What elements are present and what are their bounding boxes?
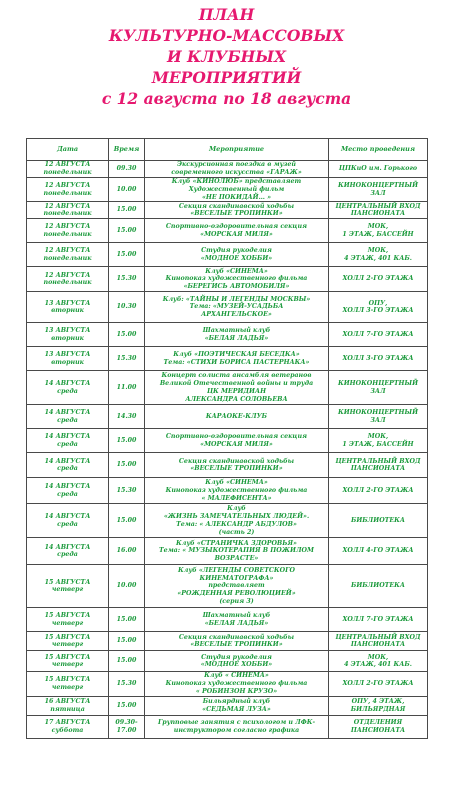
date-cell-line: понедельник: [43, 189, 92, 197]
date-cell-line: среда: [57, 387, 78, 395]
place-cell: [329, 672, 428, 696]
event-cell: [145, 672, 329, 696]
date-cell-line: четверг: [51, 684, 84, 692]
time-cell: 15.00: [109, 429, 145, 453]
date-cell: [27, 672, 109, 696]
place-cell-line: ХОЛЛ 2-ГО ЭТАЖА: [342, 486, 414, 494]
event-cell: [145, 696, 329, 715]
date-cell: [27, 538, 109, 565]
table-row: [27, 267, 428, 292]
table-row: [27, 347, 428, 371]
event-cell: [145, 478, 329, 504]
event-cell: [145, 267, 329, 292]
time-cell: 15.00: [109, 219, 145, 243]
event-cell: [145, 429, 329, 453]
place-cell: [329, 632, 428, 651]
column-header-event: Мероприятие: [145, 139, 329, 161]
date-cell-line: 12 АВГУСТА: [44, 247, 91, 255]
date-cell-line: понедельник: [43, 169, 92, 176]
event-cell-line: Кинопоказ художественного фильма: [165, 486, 308, 494]
title-line: ПЛАН: [198, 5, 255, 24]
table-row: [27, 371, 428, 405]
title-line: МЕРОПРИЯТИЙ: [151, 68, 302, 87]
event-cell-line: Художественный фильм: [188, 185, 285, 193]
date-cell: [27, 161, 109, 178]
place-cell-line: МОК,: [367, 653, 389, 661]
table-row: [27, 202, 428, 219]
event-cell-line: Групповые занятия с психологом и ЛФК-: [157, 718, 316, 726]
event-cell: [145, 347, 329, 371]
date-cell-line: 12 АВГУСТА: [44, 181, 91, 189]
event-cell-line: Шахматный клуб: [202, 327, 271, 335]
place-cell-line: ЗАЛ: [370, 387, 386, 395]
place-cell-line: ОПУ,: [368, 299, 388, 307]
event-cell: [145, 453, 329, 478]
date-cell-line: 14 АВГУСТА: [44, 380, 91, 388]
event-cell-line: Клуб: «ТАЙНЫ И ЛЕГЕНДЫ МОСКВЫ»: [162, 295, 311, 303]
event-cell-line: Секция скандинавской ходьбы: [178, 457, 295, 465]
event-cell-line: (часть 2): [218, 528, 255, 536]
place-cell-line: ОТДЕЛЕНИЯ: [353, 718, 403, 726]
event-cell-line: Великой Отечественной войны и труда: [159, 380, 314, 388]
place-cell: [329, 371, 428, 405]
date-cell-line: 14 АВГУСТА: [44, 513, 91, 521]
event-cell-line: Студия рукоделия: [201, 653, 272, 661]
time-cell: 15.30: [109, 267, 145, 292]
place-cell-line: ОПУ, 4 ЭТАЖ,: [351, 697, 405, 705]
place-cell-line: ПАНСИОНАТА: [350, 210, 406, 218]
place-cell-line: ЗАЛ: [370, 416, 386, 424]
date-cell-line: 13 АВГУСТА: [44, 327, 91, 335]
table-row: [27, 161, 428, 178]
time-cell: 15.30: [109, 478, 145, 504]
event-cell: [145, 292, 329, 323]
event-cell: [145, 504, 329, 538]
time-cell: 15.00: [109, 696, 145, 715]
time-cell: 10.00: [109, 565, 145, 608]
time-cell: [109, 715, 145, 738]
place-cell: [329, 405, 428, 429]
place-cell-line: 1 ЭТАЖ, БАССЕЙН: [342, 440, 414, 448]
date-cell-line: понедельник: [43, 254, 92, 262]
table-row: [27, 243, 428, 267]
event-cell-line: АЛЕКСАНДРА СОЛОВЬЕВА: [185, 395, 288, 403]
event-cell-line: « МАЛЕФИСЕНТА»: [201, 494, 272, 502]
event-cell-line: « РОБИНЗОН КРУЗО»: [195, 687, 278, 695]
event-cell-line: Спортивно-оздоровительная секция: [165, 433, 308, 441]
place-cell: [329, 292, 428, 323]
event-cell-line: Клуб «КИНОЛЮБ» представляет: [171, 178, 302, 185]
event-cell: [145, 202, 329, 219]
date-cell-line: 14 АВГУСТА: [44, 543, 91, 551]
place-cell-line: БИБЛИОТЕКА: [350, 516, 406, 524]
place-cell: [329, 696, 428, 715]
table-row: [27, 405, 428, 429]
time-cell: 15.30: [109, 347, 145, 371]
title-line: И КЛУБНЫХ: [167, 47, 286, 66]
time-cell: 15.00: [109, 453, 145, 478]
date-cell-line: 14 АВГУСТА: [44, 457, 91, 465]
table-row: [27, 696, 428, 715]
place-cell-line: ХОЛЛ 7-ГО ЭТАЖА: [342, 615, 414, 623]
date-cell: [27, 651, 109, 672]
event-cell-line: Бильярдный клуб: [202, 697, 271, 705]
date-cell: [27, 267, 109, 292]
time-cell: 15.30: [109, 672, 145, 696]
place-cell: [329, 323, 428, 347]
time-cell: 15.00: [109, 202, 145, 219]
event-cell-line: «МОДНОЕ ХОББИ»: [200, 254, 273, 262]
page-title: [0, 4, 453, 109]
date-cell-line: понедельник: [43, 230, 92, 238]
title-line: КУЛЬТУРНО-МАССОВЫХ: [108, 26, 345, 45]
place-cell: [329, 429, 428, 453]
table-row: [27, 178, 428, 202]
date-cell-line: вторник: [51, 358, 84, 366]
event-cell-line: Секция скандинавской ходьбы: [178, 633, 295, 641]
time-cell-line: 17.00: [116, 726, 137, 734]
table-row: [27, 453, 428, 478]
event-cell-line: Концерт солиста ансамбля ветеранов: [161, 372, 312, 380]
date-cell: [27, 608, 109, 632]
date-cell-line: 17 АВГУСТА: [44, 718, 91, 726]
table-row: [27, 715, 428, 738]
date-cell-line: 14 АВГУСТА: [44, 483, 91, 491]
date-cell-line: четверг: [51, 661, 84, 669]
event-cell-line: современного искусства «ГАРАЖ»: [171, 169, 302, 176]
date-cell-line: 13 АВГУСТА: [44, 299, 91, 307]
schedule-table: [26, 138, 428, 739]
event-cell: [145, 243, 329, 267]
event-cell-line: «МОРСКАЯ МИЛЯ»: [200, 230, 273, 238]
event-cell-line: Тема: « МУЗЫКОТЕРАПИЯ В ПОЖИЛОМ: [159, 547, 314, 555]
place-cell: [329, 651, 428, 672]
date-cell-line: вторник: [51, 334, 84, 342]
date-cell: [27, 405, 109, 429]
date-cell-line: среда: [57, 490, 78, 498]
date-cell-line: 13 АВГУСТА: [44, 351, 91, 359]
place-cell-line: КИНОКОНЦЕРТНЫЙ: [337, 181, 419, 189]
event-cell-line: Шахматный клуб: [202, 612, 271, 620]
date-cell-line: 14 АВГУСТА: [44, 409, 91, 417]
event-cell-line: Кинопоказ художественного фильма: [165, 275, 308, 283]
table-row: [27, 608, 428, 632]
time-cell: 15.00: [109, 608, 145, 632]
time-cell: 16.00: [109, 538, 145, 565]
place-cell: [329, 504, 428, 538]
date-cell-line: 16 АВГУСТА: [44, 697, 91, 705]
table-row: [27, 504, 428, 538]
event-cell-line: КАРАОКЕ-КЛУБ: [205, 412, 268, 420]
event-cell-line: «БЕЛАЯ ЛАДЬЯ»: [204, 619, 269, 627]
place-cell: [329, 267, 428, 292]
date-cell: [27, 347, 109, 371]
date-cell: [27, 429, 109, 453]
date-cell-line: четверг: [51, 586, 84, 594]
event-cell-line: (серия 3): [219, 598, 254, 606]
place-cell-line: ХОЛЛ 3-ГО ЭТАЖА: [342, 307, 414, 315]
table-row: [27, 219, 428, 243]
event-cell: [145, 538, 329, 565]
time-cell: 15.00: [109, 323, 145, 347]
event-cell-line: «РОЖДЕННАЯ РЕВОЛЮЦИЕЙ»: [177, 590, 296, 598]
table-row: [27, 651, 428, 672]
date-cell-line: 15 АВГУСТА: [44, 578, 91, 586]
place-cell: [329, 608, 428, 632]
table-row: [27, 565, 428, 608]
place-cell-line: 4 ЭТАЖ, 401 КАБ.: [344, 254, 412, 262]
date-cell-line: четверг: [51, 619, 84, 627]
place-cell: [329, 347, 428, 371]
time-cell: 10.30: [109, 292, 145, 323]
date-cell: [27, 202, 109, 219]
place-cell: [329, 178, 428, 202]
event-cell-line: АРХАНГЕЛЬСКОЕ»: [201, 311, 272, 319]
place-cell-line: МОК,: [367, 223, 389, 231]
date-cell: [27, 292, 109, 323]
place-cell-line: ХОЛЛ 2-ГО ЭТАЖА: [342, 680, 414, 688]
date-cell-line: вторник: [51, 307, 84, 315]
date-cell-line: 15 АВГУСТА: [44, 612, 91, 620]
event-cell: [145, 608, 329, 632]
place-cell-line: КИНОКОНЦЕРТНЫЙ: [337, 380, 419, 388]
event-cell-line: «НЕ ПОКИДАЙ… »: [201, 193, 272, 201]
place-cell: [329, 243, 428, 267]
table-row: [27, 538, 428, 565]
place-cell: [329, 478, 428, 504]
date-cell-line: четверг: [51, 641, 84, 649]
place-cell-line: ЦПКиО им. Горького: [338, 165, 418, 173]
event-cell-line: «ЖИЗНЬ ЗАМЕЧАТЕЛЬНЫХ ЛЮДЕЙ».: [163, 513, 310, 521]
event-cell-line: «ВЕСЕЛЫЕ ТРОПИНКИ»: [190, 465, 283, 473]
table-row: [27, 323, 428, 347]
title-line: с 12 августа по 18 августа: [101, 89, 352, 108]
table-row: [27, 429, 428, 453]
place-cell-line: ЗАЛ: [370, 189, 386, 197]
date-cell-line: 12 АВГУСТА: [44, 161, 91, 169]
time-cell: 09.30: [109, 161, 145, 178]
date-cell-line: суббота: [51, 726, 84, 734]
date-cell: [27, 478, 109, 504]
event-cell-line: Клуб «СТРАНИЧКА ЗДОРОВЬЯ»: [176, 539, 297, 547]
event-cell: [145, 219, 329, 243]
date-cell-line: среда: [57, 520, 78, 528]
event-cell-line: инструктором согласно графика: [173, 726, 300, 734]
date-cell: [27, 565, 109, 608]
place-cell-line: МОК,: [367, 247, 389, 255]
event-cell-line: Клуб «ЛЕГЕНДЫ СОВЕТСКОГО: [178, 566, 295, 574]
place-cell-line: ПАНСИОНАТА: [350, 465, 406, 473]
date-cell-line: понедельник: [43, 210, 92, 218]
place-cell: [329, 453, 428, 478]
event-cell-line: Кинопоказ художественного фильма: [165, 680, 308, 688]
event-cell-line: Клуб «СИНЕМА»: [205, 267, 268, 275]
event-cell-line: Клуб «СИНЕМА»: [205, 479, 268, 487]
time-cell: 15.00: [109, 651, 145, 672]
place-cell-line: КИНОКОНЦЕРТНЫЙ: [337, 409, 419, 417]
date-cell-line: понедельник: [43, 279, 92, 287]
time-cell: 10.00: [109, 178, 145, 202]
date-cell: [27, 504, 109, 538]
date-cell: [27, 323, 109, 347]
place-cell-line: ЦЕНТРАЛЬНЫЙ ВХОД: [335, 457, 421, 465]
event-cell: [145, 565, 329, 608]
event-cell-line: Клуб « СИНЕМА»: [204, 672, 269, 680]
event-cell: [145, 323, 329, 347]
date-cell: [27, 243, 109, 267]
place-cell-line: ХОЛЛ 3-ГО ЭТАЖА: [342, 354, 414, 362]
event-cell-line: «ВЕСЕЛЫЕ ТРОПИНКИ»: [190, 641, 283, 649]
date-cell-line: 14 АВГУСТА: [44, 433, 91, 441]
event-cell-line: «МОРСКАЯ МИЛЯ»: [200, 440, 273, 448]
table-header-row: [27, 139, 428, 161]
place-cell-line: БИБЛИОТЕКА: [350, 582, 406, 590]
event-cell: [145, 371, 329, 405]
time-cell: 15.00: [109, 632, 145, 651]
event-cell: [145, 632, 329, 651]
event-cell-line: ВОЗРАСТЕ»: [214, 555, 259, 563]
event-cell-line: «МОДНОЕ ХОББИ»: [200, 661, 273, 669]
time-cell: 15.00: [109, 504, 145, 538]
event-cell-line: Тема: «МУЗЕЙ-УСАДЬБА: [189, 303, 284, 311]
column-header-date: Дата: [27, 139, 109, 161]
place-cell-line: МОК,: [367, 433, 389, 441]
date-cell: [27, 632, 109, 651]
event-cell-line: «ВЕСЕЛЫЕ ТРОПИНКИ»: [190, 210, 283, 218]
column-header-time: Время: [109, 139, 145, 161]
table-row: [27, 292, 428, 323]
event-cell-line: Секция скандинавской ходьбы: [178, 202, 295, 210]
place-cell-line: ХОЛЛ 7-ГО ЭТАЖА: [342, 330, 414, 338]
event-cell-line: «БЕРЕГИСЬ АВТОМОБИЛЯ»: [183, 283, 290, 291]
place-cell: [329, 538, 428, 565]
date-cell: [27, 696, 109, 715]
date-cell: [27, 178, 109, 202]
event-cell-line: Тема: « АЛЕКСАНДР АБДУЛОВ»: [176, 520, 297, 528]
date-cell-line: 15 АВГУСТА: [44, 633, 91, 641]
place-cell-line: ХОЛЛ 4-ГО ЭТАЖА: [342, 547, 414, 555]
place-cell: [329, 219, 428, 243]
date-cell-line: 12 АВГУСТА: [44, 271, 91, 279]
date-cell: [27, 453, 109, 478]
event-cell-line: Клуб: [227, 505, 246, 513]
event-cell: [145, 161, 329, 178]
event-cell: [145, 651, 329, 672]
event-cell-line: КИНЕМАТОГРАФА»: [199, 574, 274, 582]
event-cell: [145, 178, 329, 202]
date-cell-line: 12 АВГУСТА: [44, 223, 91, 231]
date-cell: [27, 219, 109, 243]
column-header-place: Место проведения: [329, 139, 428, 161]
event-cell-line: Клуб «ПОЭТИЧЕСКАЯ БЕСЕДКА»: [173, 351, 300, 359]
place-cell-line: 1 ЭТАЖ, БАССЕЙН: [342, 230, 414, 238]
table-row: [27, 478, 428, 504]
place-cell: [329, 565, 428, 608]
event-cell-line: Студия рукоделия: [201, 247, 272, 255]
date-cell-line: среда: [57, 440, 78, 448]
place-cell-line: 4 ЭТАЖ, 401 КАБ.: [344, 661, 412, 669]
time-cell: 11.00: [109, 371, 145, 405]
event-cell-line: ЦК МЕРИДИАН: [206, 387, 267, 395]
event-cell: [145, 405, 329, 429]
date-cell-line: среда: [57, 416, 78, 424]
event-cell-line: «СЕДЬМАЯ ЛУЗА»: [202, 705, 271, 713]
place-cell: [329, 161, 428, 178]
event-cell: [145, 715, 329, 738]
date-cell: [27, 715, 109, 738]
event-cell-line: представляет: [208, 582, 265, 590]
place-cell-line: ПАНСИОНАТА: [350, 641, 406, 649]
date-cell-line: 15 АВГУСТА: [44, 653, 91, 661]
date-cell-line: среда: [57, 551, 78, 559]
date-cell-line: пятница: [50, 705, 85, 713]
date-cell: [27, 371, 109, 405]
date-cell-line: среда: [57, 465, 78, 473]
time-cell: 14.30: [109, 405, 145, 429]
place-cell-line: ПАНСИОНАТА: [350, 726, 406, 734]
time-cell: 15.00: [109, 243, 145, 267]
date-cell-line: 12 АВГУСТА: [44, 202, 91, 210]
place-cell-line: ХОЛЛ 2-ГО ЭТАЖА: [342, 275, 414, 283]
place-cell-line: ЦЕНТРАЛЬНЫЙ ВХОД: [335, 633, 421, 641]
event-cell-line: Тема: «СТИХИ БОРИСА ПАСТЕРНАКА»: [163, 358, 310, 366]
table-body: [27, 161, 428, 739]
place-cell: [329, 202, 428, 219]
event-cell-line: Экскурсионная поездка в музей: [176, 161, 296, 169]
table-row: [27, 632, 428, 651]
event-cell-line: «БЕЛАЯ ЛАДЬЯ»: [204, 334, 269, 342]
event-cell-line: Спортивно-оздоровительная секция: [165, 223, 308, 231]
place-cell-line: БИЛЬЯРДНАЯ: [350, 705, 406, 713]
time-cell-line: 09.30-: [115, 718, 138, 726]
place-cell: [329, 715, 428, 738]
table-row: [27, 672, 428, 696]
place-cell-line: ЦЕНТРАЛЬНЫЙ ВХОД: [335, 202, 421, 210]
date-cell-line: 15 АВГУСТА: [44, 676, 91, 684]
